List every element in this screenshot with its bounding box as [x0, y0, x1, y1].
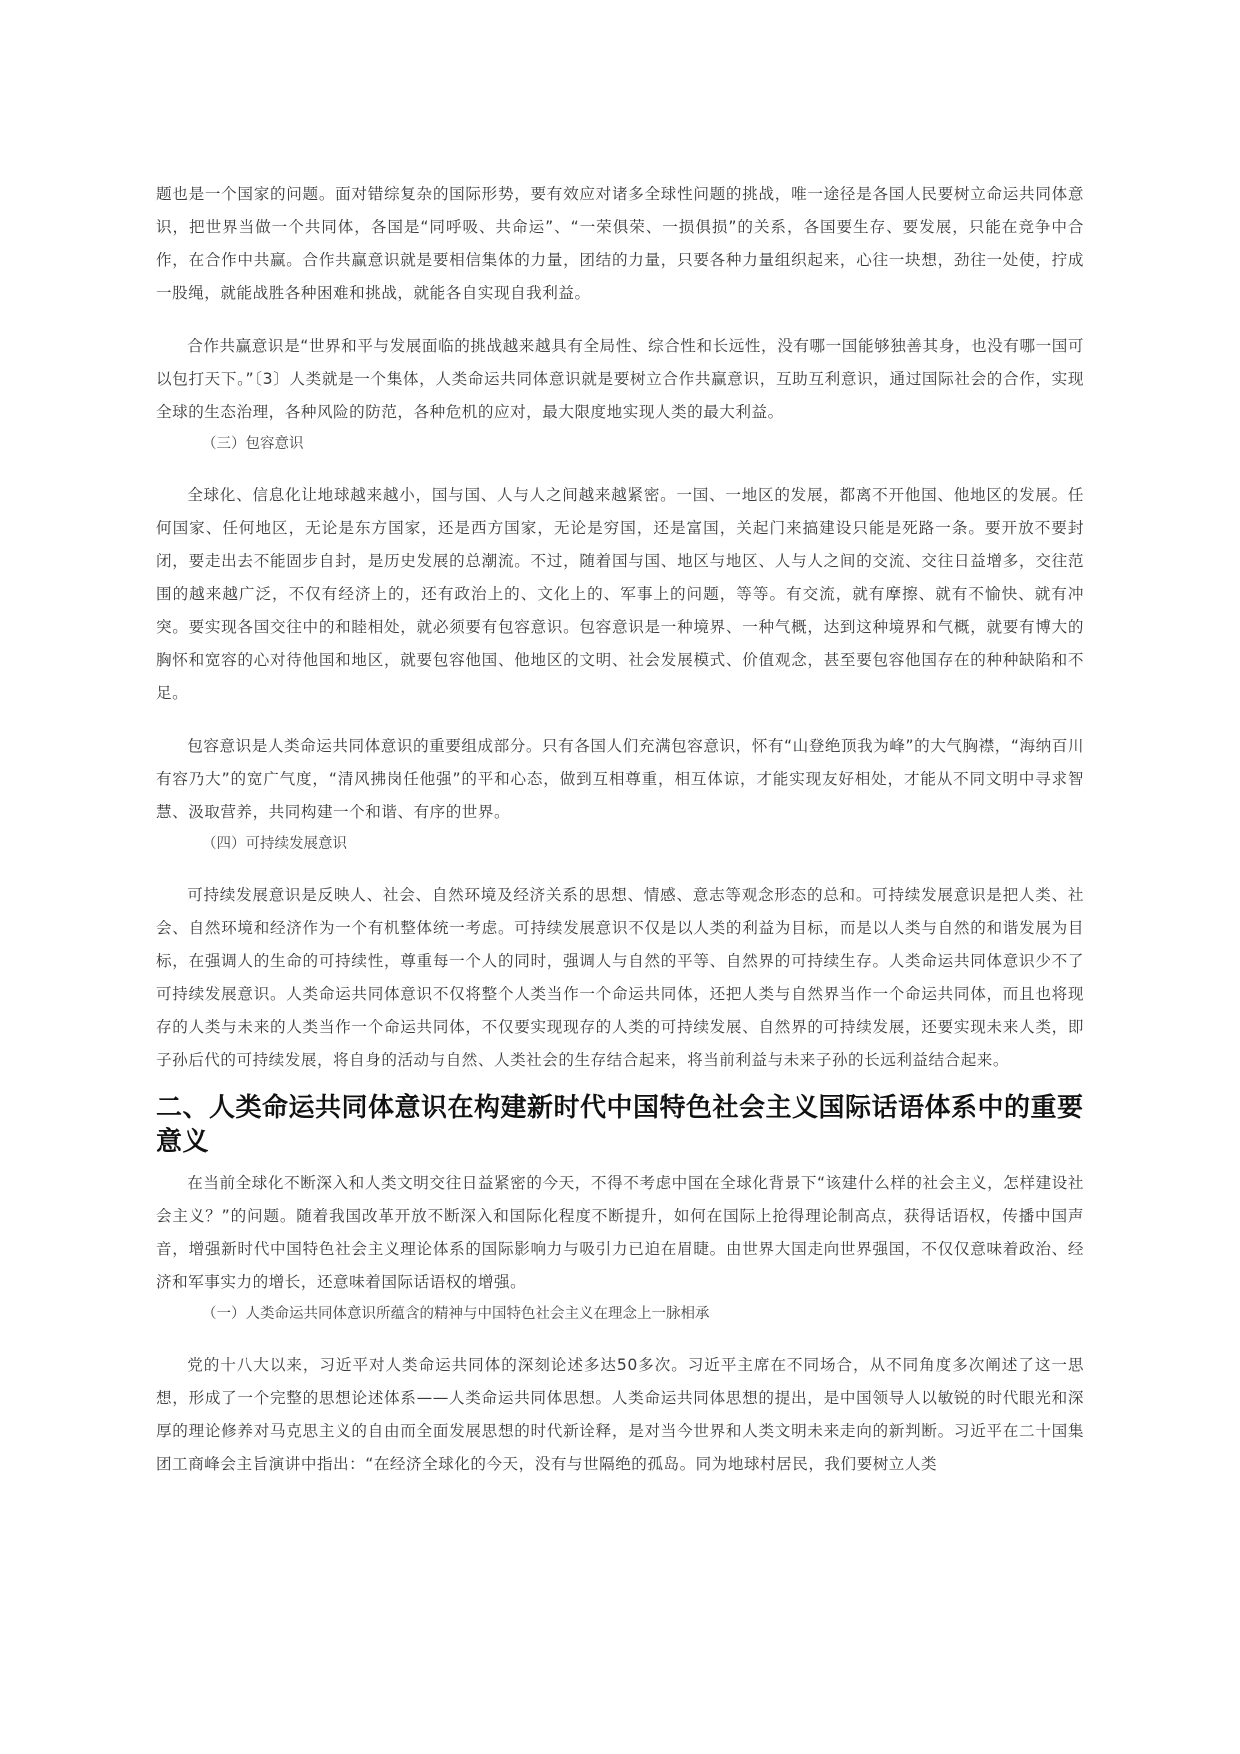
- subheading-sustainability: （四）可持续发展意识: [202, 836, 347, 852]
- paragraph-xi-remarks: 党的十八大以来，习近平对人类命运共同体的深刻论述多达50多次。习近平主席在不同场合，从不同角度多次阐述了这一思想，形成了一个完整的思想论述体系——人类命运共同体思想。人类命运共同体思想的提出，是中国领导人以敏锐的时代眼光和深厚的理论修养对马克思主义的自由而全面发展思想的时代新诠释，是对当今世界和人类文明未来走向的新判断。习近平在二十国集团工商峰会主旨演讲中指出：“在经济全球化的今天，没有与世隔绝的孤岛。同为地球村居民，我们要树立人类: [156, 1356, 1084, 1473]
- paragraph-globalization: 全球化、信息化让地球越来越小，国与国、人与人之间越来越紧密。一国、一地区的发展，都离不开他国、他地区的发展。任何国家、任何地区，无论是东方国家，还是西方国家，无论是穷国，还是富国，关起门来搞建设只能是死路一条。要开放不要封闭，要走出去不能固步自封，是历史发展的总潮流。不过，随着国与国、地区与地区、人与人之间的交流、交往日益增多，交往范围的越来越广泛，不仅有经济上的，还有政治上的、文化上的、军事上的问题，等等。有交流，就有摩擦、就有不愉快、就有冲突。要实现各国交往中的和睦相处，就必须要有包容意识。包容意识是一种境界、一种气概，达到这种境界和气概，就要有博大的胸怀和宽容的心对待他国和地区，就要包容他国、他地区的文明、社会发展模式、价值观念，甚至要包容他国存在的种种缺陷和不足。: [156, 486, 1084, 702]
- paragraph-discourse-power: 在当前全球化不断深入和人类文明交往日益紧密的今天，不得不考虑中国在全球化背景下“该建什么样的社会主义，怎样建设社会主义？”的问题。随着我国改革开放不断深入和国际化程度不断提升，如何在国际上抢得理论制高点，获得话语权，传播中国声音，增强新时代中国特色社会主义理论体系的国际影响力与吸引力已迫在眉睫。由世界大国走向世界强国，不仅仅意味着政治、经济和军事实力的增长，还意味着国际话语权的增强。: [156, 1174, 1084, 1291]
- paragraph-inclusiveness: 包容意识是人类命运共同体意识的重要组成部分。只有各国人们充满包容意识，怀有“山登绝顶我为峰”的大气胸襟，“海纳百川有容乃大”的宽广气度，“清风拂岗任他强”的平和心态，做到互相尊重，相互体谅，才能实现友好相处，才能从不同文明中寻求智慧、汲取营养，共同构建一个和谐、有序的世界。: [156, 737, 1084, 821]
- subheading-shared-ideals: （一）人类命运共同体意识所蕴含的精神与中国特色社会主义在理念上一脉相承: [202, 1306, 710, 1322]
- paragraph-cooperation-winwin: 合作共赢意识是“世界和平与发展面临的挑战越来越具有全局性、综合性和长远性，没有哪一国能够独善其身，也没有哪一国可以包打天下。”〔3〕人类就是一个集体，人类命运共同体意识就是要树立合作共赢意识，互助互利意识，通过国际社会的合作，实现全球的生态治理，各种风险的防范，各种危机的应对，最大限度地实现人类的最大利益。: [156, 337, 1084, 421]
- subheading-inclusiveness: （三）包容意识: [202, 436, 304, 452]
- section-heading-significance: 二、人类命运共同体意识在构建新时代中国特色社会主义国际话语体系中的重要意义: [156, 1093, 1084, 1157]
- paragraph-sustainability: 可持续发展意识是反映人、社会、自然环境及经济关系的思想、情感、意志等观念形态的总和。可持续发展意识是把人类、社会、自然环境和经济作为一个有机整体统一考虑。可持续发展意识不仅是以人类的利益为目标，而是以人类与自然的和谐发展为目标，在强调人的生命的可持续性，尊重每一个人的同时，强调人与自然的平等、自然界的可持续生存。人类命运共同体意识少不了可持续发展意识。人类命运共同体意识不仅将整个人类当作一个命运共同体，还把人类与自然界当作一个命运共同体，而且也将现存的人类与未来的人类当作一个命运共同体，不仅要实现现存的人类的可持续发展、自然界的可持续发展，还要实现未来人类，即子孙后代的可持续发展，将自身的活动与自然、人类社会的生存结合起来，将当前利益与未来子孙的长远利益结合起来。: [156, 886, 1084, 1069]
- document-body: [156, 178, 1084, 1481]
- paragraph-cooperation-continued: 题也是一个国家的问题。面对错综复杂的国际形势，要有效应对诸多全球性问题的挑战，唯一途径是各国人民要树立命运共同体意识，把世界当做一个共同体，各国是“同呼吸、共命运”、“一荣俱荣、一损俱损”的关系，各国要生存、要发展，只能在竞争中合作，在合作中共赢。合作共赢意识就是要相信集体的力量，团结的力量，只要各种力量组织起来，心往一块想，劲往一处使，拧成一股绳，就能战胜各种困难和挑战，就能各自实现自我利益。: [156, 185, 1084, 302]
